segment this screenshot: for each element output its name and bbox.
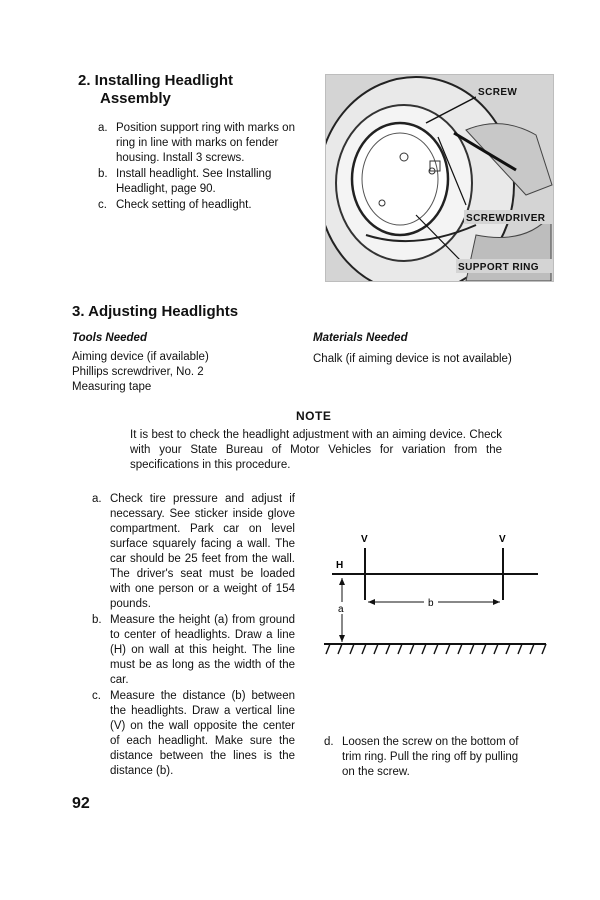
step-marker: d. — [324, 736, 334, 748]
headlight-illustration — [326, 75, 553, 281]
support-ring-label: SUPPORT RING — [458, 262, 539, 273]
h-label: H — [336, 560, 344, 571]
section-2-title-line2: Assembly — [100, 90, 171, 107]
ground-hatching — [326, 644, 546, 654]
tools-list — [72, 350, 209, 395]
a-label: a — [338, 604, 344, 615]
step-text: Measure the distance (b) between the headlights. Draw a vertical line (V) on the wall opposite the center of each headlight. Make sure the distance between the lines is the distance (b). — [110, 690, 295, 777]
step-text: Check tire pressure and adjust if necessary. See sticker inside glove compartment. Park car on level surface squarely facing a wall. The car should be 25 feet from the wall. The driver's seat must be loaded with one person or a weight of 154 pounds. — [110, 493, 295, 610]
v-left-label: V — [361, 534, 368, 545]
list-item — [98, 167, 300, 197]
material-item: Chalk (if aiming device is not available) — [313, 353, 512, 365]
tool-item: Phillips screwdriver, No. 2 — [72, 366, 204, 378]
list-item — [98, 198, 300, 213]
section-3-step-d — [324, 735, 530, 781]
step-marker: c. — [92, 690, 101, 702]
step-marker: a. — [98, 122, 108, 134]
wall-alignment-diagram — [320, 528, 550, 658]
step-marker: b. — [92, 614, 102, 626]
screw-label: SCREW — [478, 87, 518, 98]
b-label: b — [428, 598, 434, 609]
materials-heading: Materials Needed — [313, 332, 408, 344]
materials-list — [313, 352, 512, 367]
page-number: 92 — [72, 795, 90, 812]
tool-item: Measuring tape — [72, 381, 152, 393]
step-text: Position support ring with marks on ring in line with marks on fender housing. Install 3 screws. — [116, 122, 295, 164]
list-item — [92, 492, 295, 612]
step-marker: a. — [92, 493, 102, 505]
screwdriver-label: SCREWDRIVER — [466, 213, 546, 224]
section-2-title-line1: 2. Installing Headlight — [78, 72, 234, 89]
section-3-title: 3. Adjusting Headlights — [72, 303, 239, 320]
list-item — [92, 613, 295, 688]
note-text: It is best to check the headlight adjustment with an aiming device. Check with your State Bureau of Motor Vehicles for variation from the specifications in this procedure. — [130, 429, 502, 471]
step-marker: b. — [98, 168, 108, 180]
step-text: Check setting of headlight. — [116, 199, 252, 211]
list-item — [98, 121, 300, 166]
section-2-steps — [98, 121, 300, 214]
step-text: Install headlight. See Installing Headlight, page 90. — [116, 168, 272, 195]
list-item — [92, 689, 295, 779]
list-item — [324, 735, 530, 780]
note-heading: NOTE — [296, 409, 332, 423]
step-text: Measure the height (a) from ground to center of headlights. Draw a line (H) on wall at this height. The line must be as long as the width of the car. — [110, 614, 295, 686]
headlight-assembly-photo — [325, 74, 554, 282]
section-2-title — [78, 72, 308, 108]
tool-item: Aiming device (if available) — [72, 351, 209, 363]
tools-heading: Tools Needed — [72, 332, 147, 344]
step-marker: c. — [98, 199, 107, 211]
v-right-label: V — [499, 534, 506, 545]
section-3-steps — [92, 492, 295, 780]
step-text: Loosen the screw on the bottom of trim ring. Pull the ring off by pulling on the screw. — [342, 736, 519, 778]
